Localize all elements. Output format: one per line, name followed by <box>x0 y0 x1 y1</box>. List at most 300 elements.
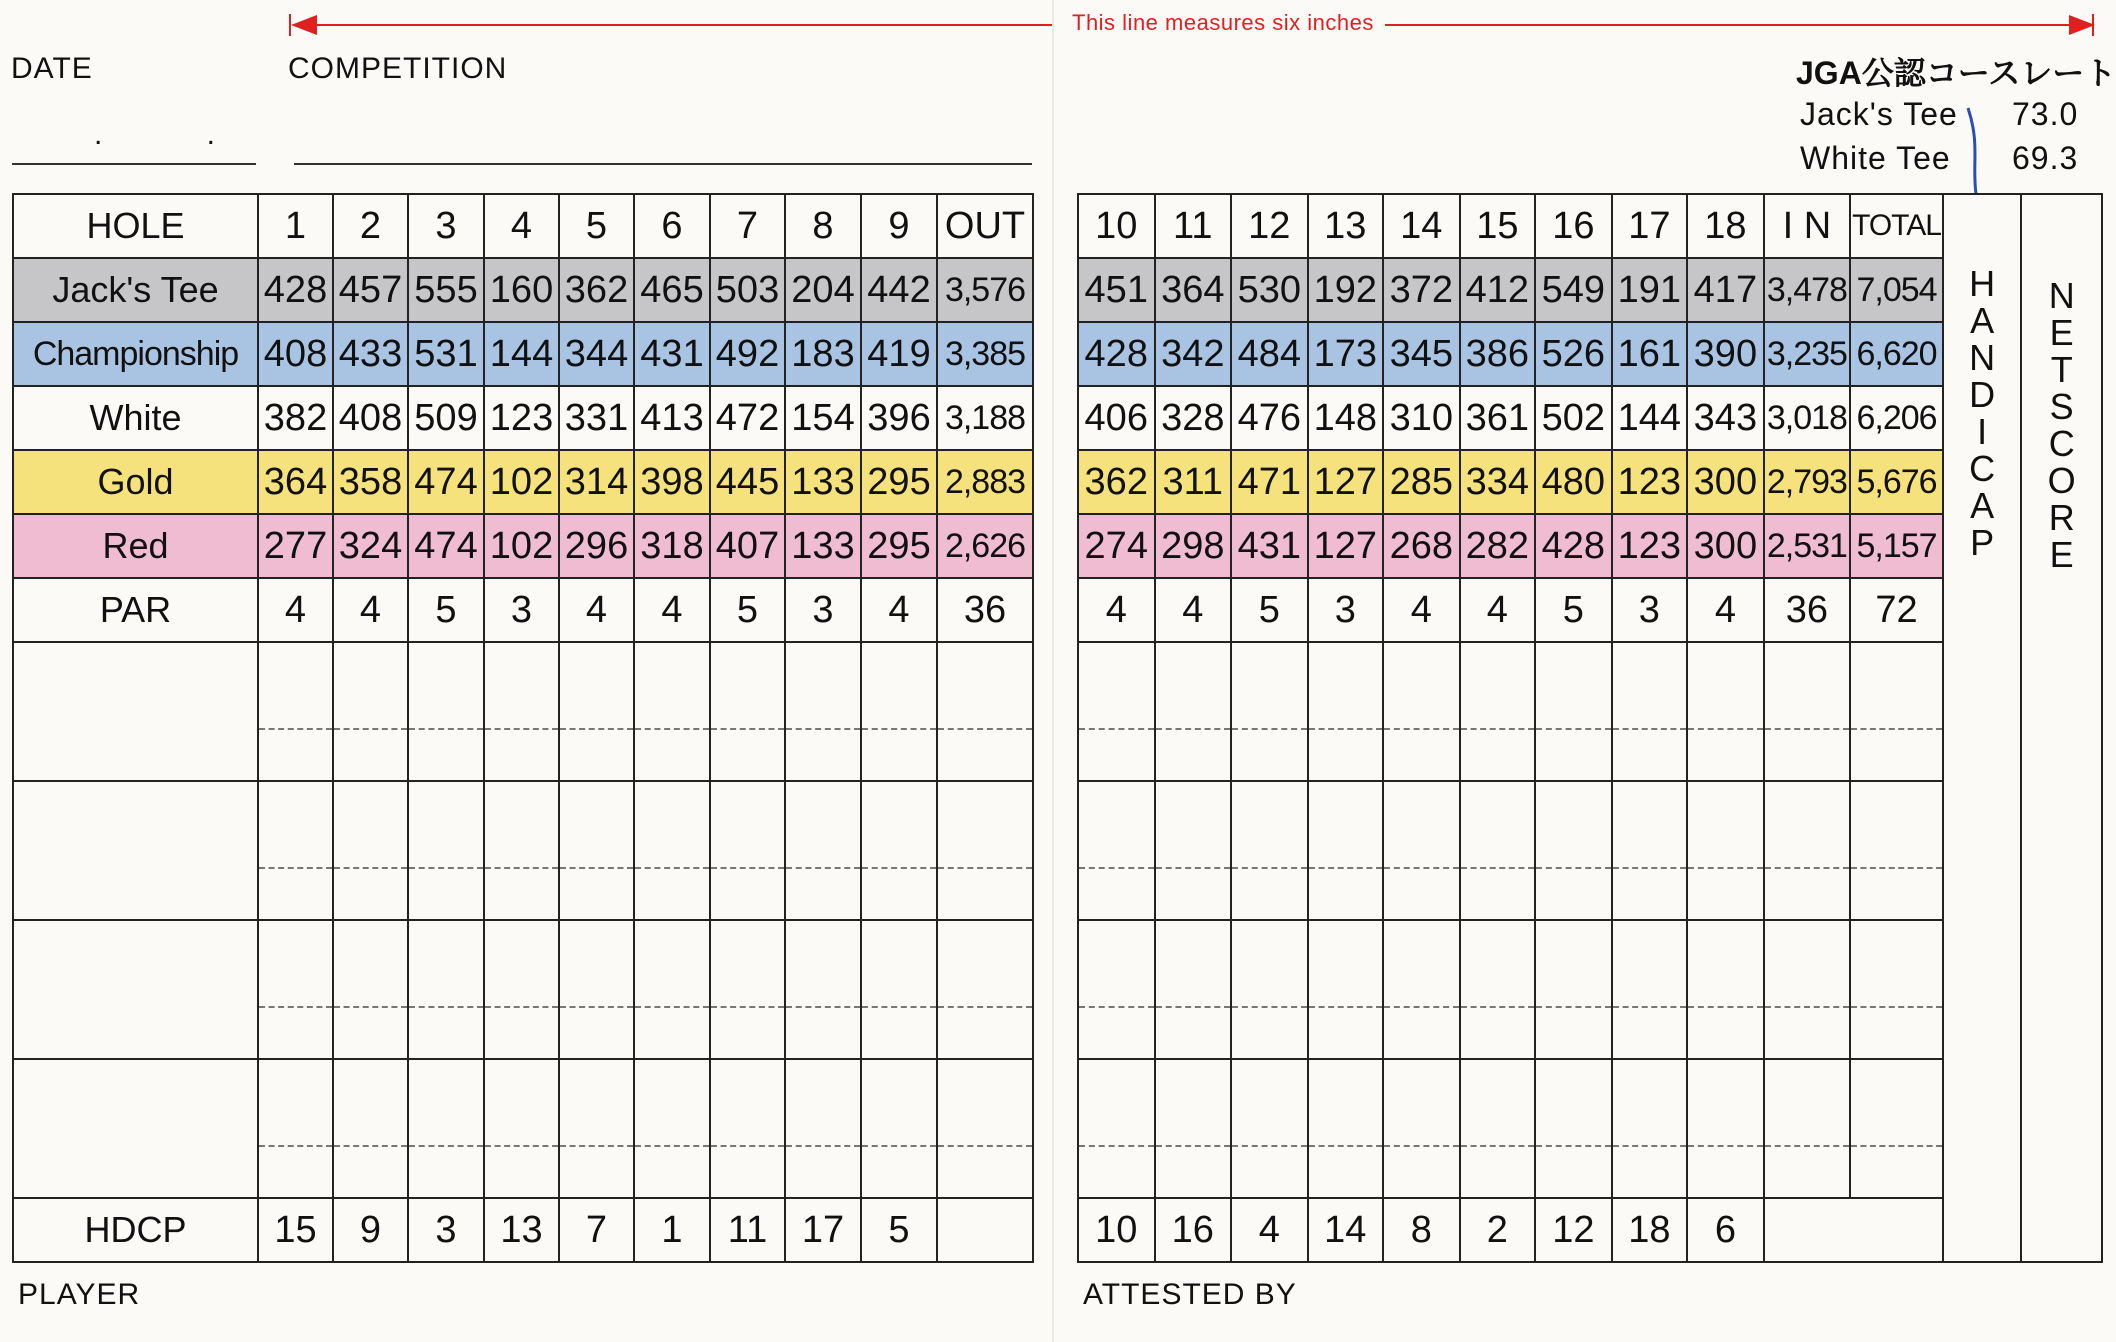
date-field[interactable] <box>12 163 256 165</box>
in-total: 2,531 <box>1764 514 1851 578</box>
yardage-cell: 428 <box>1078 322 1155 386</box>
yardage-cell: 144 <box>484 322 559 386</box>
grand-total: 6,620 <box>1850 322 1943 386</box>
yardage-cell: 133 <box>785 450 861 514</box>
par-cell: 3 <box>1308 578 1384 642</box>
score-cell[interactable] <box>1460 920 1536 1059</box>
hole-number: 1 <box>258 194 333 258</box>
player-label: PLAYER <box>18 1278 141 1311</box>
yardage-cell: 555 <box>408 258 484 322</box>
par-grand-total: 72 <box>1850 578 1943 642</box>
hdcp-cell: 10 <box>1078 1198 1155 1262</box>
score-cell[interactable] <box>559 642 634 781</box>
yardage-cell: 318 <box>634 514 710 578</box>
par-cell: 3 <box>1612 578 1688 642</box>
par-cell: 4 <box>861 578 937 642</box>
par-cell: 4 <box>1078 578 1155 642</box>
hdcp-cell: 3 <box>408 1198 484 1262</box>
hdcp-cell: 9 <box>333 1198 408 1262</box>
net-score-letter: R <box>2048 497 2075 538</box>
score-cell[interactable] <box>1612 781 1688 920</box>
score-cell[interactable] <box>1383 1059 1460 1198</box>
hdcp-out-cell <box>937 1198 1033 1262</box>
hole-number: 3 <box>408 194 484 258</box>
yardage-cell: 192 <box>1308 258 1384 322</box>
score-cell[interactable] <box>937 642 1033 781</box>
hole-number: 10 <box>1078 194 1155 258</box>
in-total: 3,018 <box>1764 386 1851 450</box>
handicap-column[interactable] <box>1943 194 2022 1262</box>
handicap-letter: D <box>1969 374 1996 415</box>
out-total: 2,883 <box>937 450 1033 514</box>
score-cell[interactable] <box>1460 1059 1536 1198</box>
card-fold <box>1052 0 1054 1342</box>
score-cell[interactable] <box>634 1059 710 1198</box>
yardage-cell: 531 <box>408 322 484 386</box>
hole-number: 13 <box>1308 194 1384 258</box>
handicap-letter: H <box>1969 263 1996 304</box>
yardage-cell: 428 <box>258 258 333 322</box>
hdcp-cell: 16 <box>1155 1198 1232 1262</box>
hole-number: 15 <box>1460 194 1536 258</box>
net-score-letter: N <box>2048 275 2075 316</box>
score-cell[interactable] <box>559 920 634 1059</box>
par-cell: 5 <box>408 578 484 642</box>
player-name-cell[interactable] <box>13 781 258 920</box>
yardage-cell: 295 <box>861 450 937 514</box>
measure-tick-right <box>2092 14 2094 36</box>
score-cell[interactable] <box>408 781 484 920</box>
hdcp-cell: 8 <box>1383 1198 1460 1262</box>
yardage-cell: 431 <box>634 322 710 386</box>
tee-label-championship: Championship <box>13 322 258 386</box>
yardage-cell: 123 <box>484 386 559 450</box>
yardage-cell: 295 <box>861 514 937 578</box>
yardage-cell: 298 <box>1155 514 1232 578</box>
out-total: 2,626 <box>937 514 1033 578</box>
yardage-cell: 324 <box>333 514 408 578</box>
score-cell[interactable] <box>1535 1059 1612 1198</box>
measure-text: This line measures six inches <box>1072 10 1374 35</box>
rating-jack-tee-value: 73.0 <box>2012 96 2079 132</box>
handicap-letter: I <box>1977 411 1988 452</box>
score-cell[interactable] <box>937 920 1033 1059</box>
score-cell[interactable] <box>559 1059 634 1198</box>
score-cell[interactable] <box>258 781 333 920</box>
yardage-cell: 282 <box>1460 514 1536 578</box>
handicap-letter: A <box>1970 300 1995 341</box>
hdcp-cell: 11 <box>710 1198 785 1262</box>
yardage-cell: 362 <box>1078 450 1155 514</box>
yardage-cell: 503 <box>710 258 785 322</box>
out-header: OUT <box>937 194 1033 258</box>
yardage-cell: 474 <box>408 514 484 578</box>
grand-total: 5,157 <box>1850 514 1943 578</box>
grand-total: 7,054 <box>1850 258 1943 322</box>
yardage-cell: 161 <box>1612 322 1688 386</box>
score-cell[interactable] <box>634 920 710 1059</box>
score-cell[interactable] <box>333 781 408 920</box>
yardage-cell: 472 <box>710 386 785 450</box>
yardage-cell: 428 <box>1535 514 1612 578</box>
grand-total: 6,206 <box>1850 386 1943 450</box>
score-cell[interactable] <box>1078 642 1155 781</box>
yardage-cell: 407 <box>710 514 785 578</box>
score-cell[interactable] <box>1155 781 1232 920</box>
in-total: 3,478 <box>1764 258 1851 322</box>
date-dots: . . <box>94 118 264 151</box>
score-cell[interactable] <box>861 1059 937 1198</box>
hdcp-cell: 14 <box>1308 1198 1384 1262</box>
yardage-cell: 331 <box>559 386 634 450</box>
hdcp-cell: 2 <box>1460 1198 1536 1262</box>
yardage-cell: 413 <box>634 386 710 450</box>
hdcp-cell: 18 <box>1612 1198 1688 1262</box>
score-cell[interactable] <box>1155 1059 1232 1198</box>
hole-number: 5 <box>559 194 634 258</box>
back-nine-scorecard <box>1077 193 2103 1263</box>
score-cell[interactable] <box>937 781 1033 920</box>
score-cell[interactable] <box>1687 781 1764 920</box>
yardage-cell: 471 <box>1231 450 1308 514</box>
par-cell: 4 <box>333 578 408 642</box>
handicap-letter: N <box>1969 337 1996 378</box>
score-cell[interactable] <box>1231 920 1308 1059</box>
measure-line-right <box>1385 24 2075 26</box>
score-cell[interactable] <box>333 642 408 781</box>
score-cell[interactable] <box>710 781 785 920</box>
net-score-letter: C <box>2048 423 2075 464</box>
score-cell[interactable] <box>559 781 634 920</box>
net-score-column[interactable] <box>2021 194 2102 1262</box>
hole-number: 11 <box>1155 194 1232 258</box>
yardage-cell: 442 <box>861 258 937 322</box>
score-cell[interactable] <box>785 781 861 920</box>
yardage-cell: 361 <box>1460 386 1536 450</box>
score-cell[interactable] <box>258 1059 333 1198</box>
yardage-cell: 417 <box>1687 258 1764 322</box>
score-cell[interactable] <box>861 781 937 920</box>
hole-number: 6 <box>634 194 710 258</box>
hdcp-cell: 7 <box>559 1198 634 1262</box>
rating-jack-tee-label: Jack's Tee <box>1800 96 1958 132</box>
net-score-letter: S <box>2049 386 2074 427</box>
score-cell[interactable] <box>785 642 861 781</box>
score-cell[interactable] <box>1535 920 1612 1059</box>
score-cell[interactable] <box>1308 1059 1384 1198</box>
handicap-letter: P <box>1970 522 1995 563</box>
attested-by-label: ATTESTED BY <box>1083 1278 1297 1311</box>
hole-number: 7 <box>710 194 785 258</box>
hdcp-cell: 15 <box>258 1198 333 1262</box>
yardage-cell: 343 <box>1687 386 1764 450</box>
competition-label: COMPETITION <box>288 52 508 85</box>
yardage-cell: 160 <box>484 258 559 322</box>
score-cell[interactable] <box>408 1059 484 1198</box>
yardage-cell: 300 <box>1687 514 1764 578</box>
yardage-cell: 334 <box>1460 450 1536 514</box>
yardage-cell: 476 <box>1231 386 1308 450</box>
score-cell[interactable] <box>1764 920 1851 1059</box>
score-cell[interactable] <box>1764 1059 1851 1198</box>
yardage-cell: 408 <box>333 386 408 450</box>
score-cell[interactable] <box>861 920 937 1059</box>
yardage-cell: 362 <box>559 258 634 322</box>
out-total: 3,385 <box>937 322 1033 386</box>
score-cell[interactable] <box>1383 920 1460 1059</box>
par-out-total: 36 <box>937 578 1033 642</box>
yardage-cell: 433 <box>333 322 408 386</box>
par-in-total: 36 <box>1764 578 1851 642</box>
score-cell[interactable] <box>634 781 710 920</box>
yardage-cell: 480 <box>1535 450 1612 514</box>
score-cell[interactable] <box>1535 781 1612 920</box>
yardage-cell: 310 <box>1383 386 1460 450</box>
score-cell[interactable] <box>634 642 710 781</box>
tee-label-red: Red <box>13 514 258 578</box>
hole-number: 4 <box>484 194 559 258</box>
hdcp-cell: 4 <box>1231 1198 1308 1262</box>
date-label: DATE <box>11 52 93 85</box>
hole-number: 17 <box>1612 194 1688 258</box>
score-cell[interactable] <box>333 920 408 1059</box>
yardage-cell: 502 <box>1535 386 1612 450</box>
yardage-cell: 127 <box>1308 514 1384 578</box>
par-cell: 4 <box>1687 578 1764 642</box>
in-total: 2,793 <box>1764 450 1851 514</box>
rating-white-tee-value: 69.3 <box>2012 140 2079 176</box>
score-cell[interactable] <box>1078 1059 1155 1198</box>
yardage-cell: 268 <box>1383 514 1460 578</box>
score-cell[interactable] <box>937 1059 1033 1198</box>
tee-label-jack: Jack's Tee <box>13 258 258 322</box>
par-cell: 4 <box>634 578 710 642</box>
par-cell: 4 <box>1383 578 1460 642</box>
yardage-cell: 328 <box>1155 386 1232 450</box>
par-cell: 5 <box>710 578 785 642</box>
yardage-cell: 372 <box>1383 258 1460 322</box>
net-score-letter: E <box>2049 534 2074 575</box>
yardage-cell: 133 <box>785 514 861 578</box>
yardage-cell: 445 <box>710 450 785 514</box>
par-cell: 4 <box>559 578 634 642</box>
yardage-cell: 412 <box>1460 258 1536 322</box>
yardage-cell: 300 <box>1687 450 1764 514</box>
hdcp-cell: 17 <box>785 1198 861 1262</box>
yardage-cell: 465 <box>634 258 710 322</box>
yardage-cell: 127 <box>1308 450 1384 514</box>
measure-line-left <box>312 24 1052 26</box>
yardage-cell: 390 <box>1687 322 1764 386</box>
par-cell: 5 <box>1535 578 1612 642</box>
score-cell[interactable] <box>333 1059 408 1198</box>
yardage-cell: 296 <box>559 514 634 578</box>
score-cell[interactable] <box>1850 642 1943 781</box>
competition-field[interactable] <box>294 163 1032 165</box>
score-cell[interactable] <box>258 920 333 1059</box>
score-cell[interactable] <box>710 1059 785 1198</box>
score-cell[interactable] <box>1383 781 1460 920</box>
yardage-cell: 386 <box>1460 322 1536 386</box>
yardage-cell: 154 <box>785 386 861 450</box>
yardage-cell: 311 <box>1155 450 1232 514</box>
hdcp-cell: 1 <box>634 1198 710 1262</box>
hdcp-cell: 6 <box>1687 1198 1764 1262</box>
score-cell[interactable] <box>1850 920 1943 1059</box>
yardage-cell: 408 <box>258 322 333 386</box>
yardage-cell: 314 <box>559 450 634 514</box>
yardage-cell: 102 <box>484 450 559 514</box>
yardage-cell: 204 <box>785 258 861 322</box>
score-cell[interactable] <box>484 642 559 781</box>
hdcp-cell: 13 <box>484 1198 559 1262</box>
yardage-cell: 183 <box>785 322 861 386</box>
par-cell: 3 <box>785 578 861 642</box>
yardage-cell: 123 <box>1612 514 1688 578</box>
net-score-letter: E <box>2049 312 2074 353</box>
hole-number: 2 <box>333 194 408 258</box>
score-cell[interactable] <box>1764 781 1851 920</box>
score-cell[interactable] <box>1535 642 1612 781</box>
score-cell[interactable] <box>484 920 559 1059</box>
rating-white-tee-label: White Tee <box>1800 140 1951 176</box>
yardage-cell: 526 <box>1535 322 1612 386</box>
in-total: 3,235 <box>1764 322 1851 386</box>
score-cell[interactable] <box>1308 781 1384 920</box>
player-name-cell[interactable] <box>13 1059 258 1198</box>
score-cell[interactable] <box>1308 642 1384 781</box>
yardage-cell: 530 <box>1231 258 1308 322</box>
score-cell[interactable] <box>1155 642 1232 781</box>
hdcp-label: HDCP <box>13 1198 258 1262</box>
score-cell[interactable] <box>1155 920 1232 1059</box>
yardage-cell: 274 <box>1078 514 1155 578</box>
tee-label-white: White <box>13 386 258 450</box>
score-cell[interactable] <box>1231 642 1308 781</box>
hdcp-cell: 5 <box>861 1198 937 1262</box>
net-score-letter: O <box>2047 460 2076 501</box>
yardage-cell: 344 <box>559 322 634 386</box>
total-header: TOTAL <box>1850 194 1943 258</box>
yardage-cell: 396 <box>861 386 937 450</box>
grand-total: 5,676 <box>1850 450 1943 514</box>
score-cell[interactable] <box>1612 1059 1688 1198</box>
yardage-cell: 492 <box>710 322 785 386</box>
score-cell[interactable] <box>1460 781 1536 920</box>
score-cell[interactable] <box>1078 781 1155 920</box>
handicap-letter: C <box>1969 448 1996 489</box>
yardage-cell: 457 <box>333 258 408 322</box>
score-cell[interactable] <box>1383 642 1460 781</box>
score-cell[interactable] <box>1231 781 1308 920</box>
yardage-cell: 431 <box>1231 514 1308 578</box>
score-cell[interactable] <box>1308 920 1384 1059</box>
yardage-cell: 173 <box>1308 322 1384 386</box>
hole-number: 12 <box>1231 194 1308 258</box>
score-cell[interactable] <box>1078 920 1155 1059</box>
yardage-cell: 549 <box>1535 258 1612 322</box>
yardage-cell: 102 <box>484 514 559 578</box>
score-cell[interactable] <box>1850 781 1943 920</box>
course-rating-title: JGA公認コースレート <box>1796 55 2116 91</box>
score-cell[interactable] <box>710 642 785 781</box>
score-cell[interactable] <box>1687 920 1764 1059</box>
yardage-cell: 123 <box>1612 450 1688 514</box>
score-cell[interactable] <box>1850 1059 1943 1198</box>
hole-header: HOLE <box>13 194 258 258</box>
yardage-cell: 345 <box>1383 322 1460 386</box>
yardage-cell: 509 <box>408 386 484 450</box>
par-cell: 4 <box>1155 578 1232 642</box>
score-cell[interactable] <box>1612 642 1688 781</box>
par-cell: 4 <box>1460 578 1536 642</box>
score-cell[interactable] <box>258 642 333 781</box>
yardage-cell: 358 <box>333 450 408 514</box>
player-name-cell[interactable] <box>13 920 258 1059</box>
yardage-cell: 364 <box>258 450 333 514</box>
yardage-cell: 285 <box>1383 450 1460 514</box>
score-cell[interactable] <box>861 642 937 781</box>
hole-number: 8 <box>785 194 861 258</box>
tee-label-gold: Gold <box>13 450 258 514</box>
yardage-cell: 451 <box>1078 258 1155 322</box>
yardage-cell: 406 <box>1078 386 1155 450</box>
score-cell[interactable] <box>785 1059 861 1198</box>
yardage-cell: 382 <box>258 386 333 450</box>
score-cell[interactable] <box>1687 1059 1764 1198</box>
par-cell: 3 <box>484 578 559 642</box>
yardage-cell: 277 <box>258 514 333 578</box>
score-cell[interactable] <box>785 920 861 1059</box>
hdcp-blank-cell <box>1764 1198 2102 1262</box>
hdcp-cell: 12 <box>1535 1198 1612 1262</box>
handicap-letter: A <box>1970 485 1995 526</box>
score-cell[interactable] <box>710 920 785 1059</box>
yardage-cell: 364 <box>1155 258 1232 322</box>
hole-number: 14 <box>1383 194 1460 258</box>
yardage-cell: 474 <box>408 450 484 514</box>
score-cell[interactable] <box>484 1059 559 1198</box>
yardage-cell: 144 <box>1612 386 1688 450</box>
score-cell[interactable] <box>484 781 559 920</box>
front-nine-scorecard <box>12 193 1034 1263</box>
score-cell[interactable] <box>1687 642 1764 781</box>
yardage-cell: 419 <box>861 322 937 386</box>
par-cell: 5 <box>1231 578 1308 642</box>
yardage-cell: 342 <box>1155 322 1232 386</box>
yardage-cell: 484 <box>1231 322 1308 386</box>
score-cell[interactable] <box>1460 642 1536 781</box>
yardage-cell: 398 <box>634 450 710 514</box>
out-total: 3,188 <box>937 386 1033 450</box>
par-cell: 4 <box>258 578 333 642</box>
in-header: I N <box>1764 194 1851 258</box>
score-cell[interactable] <box>1764 642 1851 781</box>
hole-number: 16 <box>1535 194 1612 258</box>
yardage-cell: 148 <box>1308 386 1384 450</box>
par-label: PAR <box>13 578 258 642</box>
hole-number: 18 <box>1687 194 1764 258</box>
yardage-cell: 191 <box>1612 258 1688 322</box>
score-cell[interactable] <box>408 920 484 1059</box>
score-cell[interactable] <box>1231 1059 1308 1198</box>
score-cell[interactable] <box>1612 920 1688 1059</box>
hole-number: 9 <box>861 194 937 258</box>
score-cell[interactable] <box>408 642 484 781</box>
player-name-cell[interactable] <box>13 642 258 781</box>
out-total: 3,576 <box>937 258 1033 322</box>
net-score-letter: T <box>2050 349 2073 390</box>
